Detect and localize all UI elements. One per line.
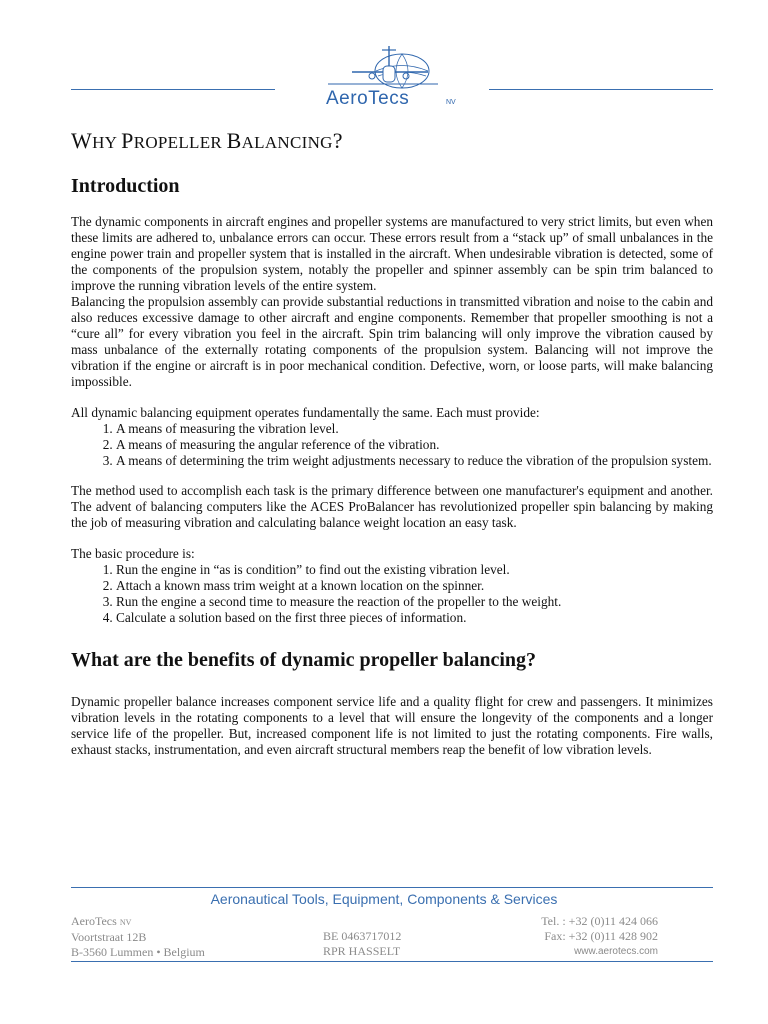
intro-paragraph-2: Balancing the propulsion assembly can provide substantial reductions in transmitted vibration and noise to the cabin and also reduces excessive damage to other aircraft and engine components. Remember that propeller smoothing is not a “cure all” for every vibration you feel in the aircraft. Spin trim balancing will only improve the vibration caused by mass unbalance of the externally rotating components of the propulsion system. Balancing will not improve the vibration if the engine or aircraft is in poor mechanical condition. Defective, worn, or loose parts, will make balancing impossible. bbox=[71, 294, 713, 389]
footer-company: AeroTecs bbox=[71, 914, 117, 928]
footer-tel: Tel. : +32 (0)11 424 066 bbox=[541, 914, 658, 928]
footer-vat: BE 0463717012 bbox=[323, 929, 402, 943]
footer-address bbox=[71, 914, 205, 960]
list-item: 2. Attach a known mass trim weight at a known location on the spinner. bbox=[116, 578, 713, 594]
footer-rule-bottom bbox=[71, 961, 713, 962]
page-title: WHY PROPELLER BALANCING? bbox=[71, 128, 343, 153]
header-rule-left bbox=[71, 89, 275, 90]
footer-rule-top bbox=[71, 887, 713, 888]
list-item: 1. A means of measuring the vibration level. bbox=[116, 421, 713, 437]
list-item: 3. A means of determining the trim weight adjustments necessary to reduce the vibration of the propulsion system. bbox=[116, 453, 713, 469]
list-item: 1. Run the engine in “as is condition” to find out the existing vibration level. bbox=[116, 562, 713, 578]
footer-rpr: RPR HASSELT bbox=[323, 944, 401, 958]
footer-fax: Fax: +32 (0)11 428 902 bbox=[544, 929, 658, 943]
intro-heading: Introduction bbox=[71, 175, 180, 197]
footer-registration bbox=[323, 914, 401, 959]
benefits-heading: What are the benefits of dynamic propeller balancing? bbox=[71, 648, 536, 671]
footer-city: B-3560 Lummen • Belgium bbox=[71, 945, 205, 959]
benefits-paragraph: Dynamic propeller balance increases component service life and a quality flight for crew and passengers. It minimizes vibration levels in the rotating components to a level that will ensure the longevity of the components and a longer service life of the propeller. But, increased component life is not limited to just the rotating components. Fire walls, exhaust stacks, instrumentation, and even aircraft structural members reap the benefit of low vibration levels. bbox=[71, 693, 713, 757]
logo-wordmark: AeroTecs bbox=[326, 88, 410, 109]
list-item: 2. A means of measuring the angular reference of the vibration. bbox=[116, 437, 713, 453]
footer-website-link[interactable]: www.aerotecs.com bbox=[574, 946, 658, 957]
footer-tagline: Aeronautical Tools, Equipment, Components & Services bbox=[210, 891, 558, 907]
intro-paragraph-1: The dynamic components in aircraft engines and propeller systems are manufactured to very strict limits, but even when these limits are adhered to, unbalance errors can occur. These errors result from a “stack up” of small unbalances in the engine power train and propeller system that is installed in the aircraft. When undesirable vibration is detected, some of the components of the propulsion system, notably the propeller and spinner assembly can be spin trim balanced to improve the running vibration levels of the entire system. bbox=[71, 214, 713, 293]
logo-suffix: NV bbox=[446, 99, 456, 106]
company-logo bbox=[320, 38, 470, 112]
procedure-intro: The basic procedure is: bbox=[71, 546, 195, 562]
equipment-list bbox=[71, 421, 713, 468]
footer-street: Voortstraat 12B bbox=[71, 930, 147, 944]
header-rule-right bbox=[489, 89, 713, 90]
equipment-intro: All dynamic balancing equipment operates fundamentally the same. Each must provide: bbox=[71, 405, 540, 420]
list-item: 4. Calculate a solution based on the first three pieces of information. bbox=[116, 610, 713, 626]
document-body bbox=[71, 128, 713, 758]
footer-contact bbox=[520, 914, 658, 959]
list-item: 3. Run the engine a second time to measure the reaction of the propeller to the weight. bbox=[116, 594, 713, 610]
method-paragraph: The method used to accomplish each task is the primary difference between one manufacturer's equipment and another. The advent of balancing computers like the ACES ProBalancer has revolutionized propeller spin balancing by making the job of measuring vibration and calculating balance weight location an easy task. bbox=[71, 483, 713, 531]
procedure-list bbox=[71, 562, 713, 625]
footer-company-suffix: NV bbox=[119, 918, 132, 927]
